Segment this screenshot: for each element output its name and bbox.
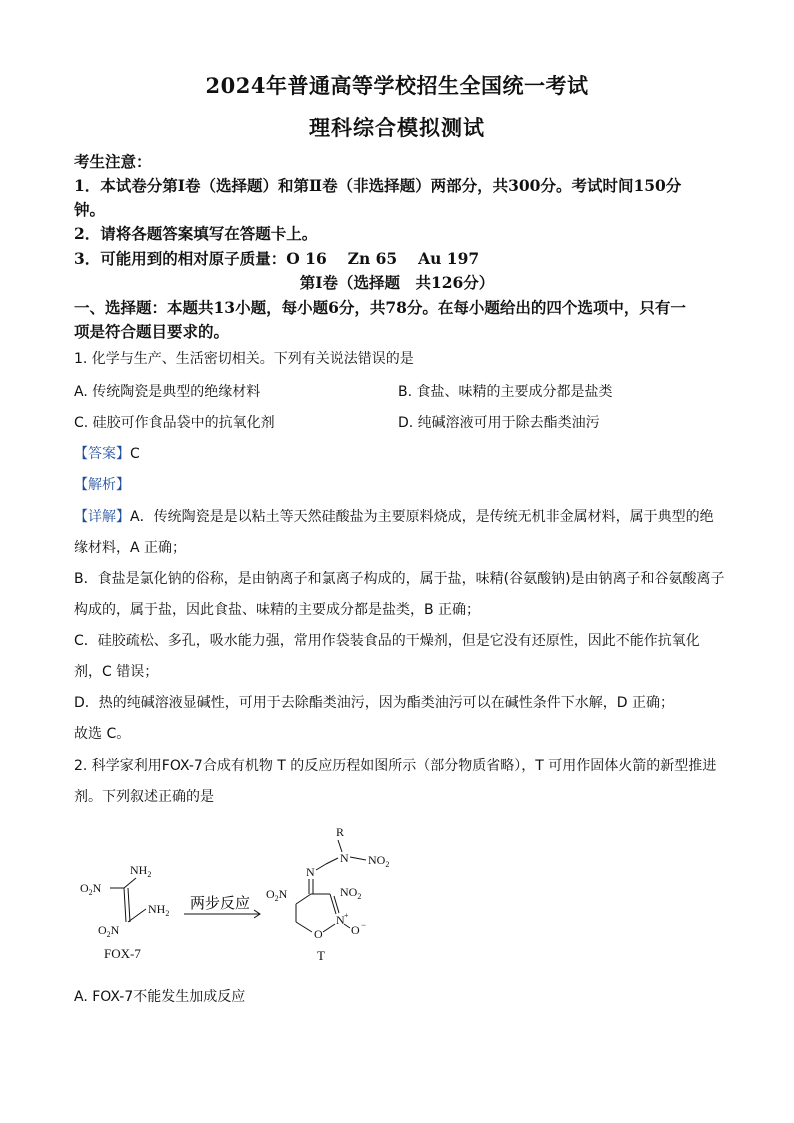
q1-answer: [74, 443, 140, 463]
q2-stem-cont: 剂。下列叙述正确的是: [74, 789, 214, 805]
fox7-o2n-bottom: $O_2N$: [98, 923, 120, 939]
arrow-label: 两步反应: [190, 896, 251, 912]
notice-heading: 考生注意：: [74, 152, 152, 171]
q1-option-a: A. 传统陶瓷是典型的绝缘材料: [74, 384, 261, 400]
q1-detail-d: D．热的纯碱溶液显碱性，可用于去除酯类油污，因为酯类油污可以在碱性条件下水解，D 正确；: [74, 695, 675, 711]
t-r-group: R: [336, 825, 345, 839]
notice-item-3: 3．可能用到的相对原子质量：O 16 Zn 65 Au 197: [74, 249, 480, 268]
reaction-scheme: [74, 818, 494, 968]
q1-detail-a-cont: 缘材料，A 正确；: [74, 540, 187, 556]
q1-detail-a: [74, 506, 714, 526]
exam-subtitle: 理科综合模拟测试: [309, 115, 485, 140]
fox7-nh2-right: $NH_2$: [148, 902, 170, 918]
detail-a-text: A．传统陶瓷是是以粘土等天然硅酸盐为主要原料烧成，是传统无机非金属材料，属于典型的绝: [130, 509, 714, 525]
q1-option-d: D. 纯碱溶液可用于除去酯类油污: [398, 415, 600, 431]
q1-detail-b-cont: 构成的，属于盐，因此食盐、味精的主要成分都是盐类，B 正确；: [74, 602, 481, 618]
fox7-label: FOX-7: [104, 946, 141, 961]
q1-conclusion: 故选 C。: [74, 726, 131, 742]
q1-stem: 1. 化学与生产、生活密切相关。下列有关说法错误的是: [74, 351, 414, 367]
analysis-tag: 【解析】: [74, 477, 130, 493]
q2-option-a: A. FOX-7不能发生加成反应: [74, 989, 246, 1005]
section-intro-cont: 项是符合题目要求的。: [74, 322, 230, 341]
section-heading: 第Ⅰ卷（选择题 共126分）: [299, 273, 495, 292]
notice-item-1: 1．本试卷分第Ⅰ卷（选择题）和第Ⅱ卷（非选择题）两部分，共300分。考试时间150分: [74, 176, 682, 195]
q2-stem: 2. 科学家利用FOX-7合成有机物 T 的反应历程如图所示（部分物质省略），T 可用作固体火箭的新型推进: [74, 758, 717, 774]
q1-detail-c: C．硅胶疏松、多孔，吸水能力强，常用作袋装食品的干燥剂，但是它没有还原性，因此不能作抗氧化: [74, 633, 700, 649]
detail-tag: 【详解】: [74, 509, 130, 525]
q1-detail-c-cont: 剂，C 错误；: [74, 664, 159, 680]
fox7-nh2-top: $NH_2$: [130, 863, 152, 879]
answer-value: C: [130, 446, 140, 462]
t-no2-top: $NO_2$: [368, 853, 390, 869]
q1-detail-b: B．食盐是氯化钠的俗称，是由钠离子和氯离子构成的，属于盐，味精(谷氨酸钠)是由钠离子和谷氨酸离子: [74, 571, 725, 587]
reaction-arrow: [184, 895, 260, 918]
t-ring-o: O: [314, 927, 323, 941]
q1-option-b: B. 食盐、味精的主要成分都是盐类: [398, 384, 613, 400]
fox7-structure: [80, 863, 169, 961]
q1-analysis: [74, 474, 130, 494]
t-amine-n: N: [340, 851, 349, 865]
t-no2-ring: $NO_2$: [340, 885, 362, 901]
t-label: T: [317, 948, 325, 963]
answer-tag: 【答案】: [74, 446, 130, 462]
q1-option-c: C. 硅胶可作食品袋中的抗氧化剂: [74, 415, 275, 431]
t-minus-charge: −: [361, 920, 367, 930]
t-ring-n: N: [336, 913, 345, 927]
notice-item-2: 2．请将各题答案填写在答题卡上。: [74, 224, 318, 243]
t-plus-charge: +: [344, 911, 349, 920]
t-imine-n: N: [306, 865, 315, 879]
t-o2n-left: $O_2N$: [266, 887, 288, 903]
fox7-o2n-left: $O_2N$: [80, 881, 102, 897]
exam-title: 2024年普通高等学校招生全国统一考试: [205, 73, 589, 98]
notice-item-1-cont: 钟。: [74, 200, 106, 219]
product-t-structure: [266, 825, 389, 963]
t-oxide-o: O: [351, 923, 360, 937]
section-intro: 一、选择题：本题共13小题，每小题6分，共78分。在每小题给出的四个选项中，只有一: [74, 298, 686, 317]
